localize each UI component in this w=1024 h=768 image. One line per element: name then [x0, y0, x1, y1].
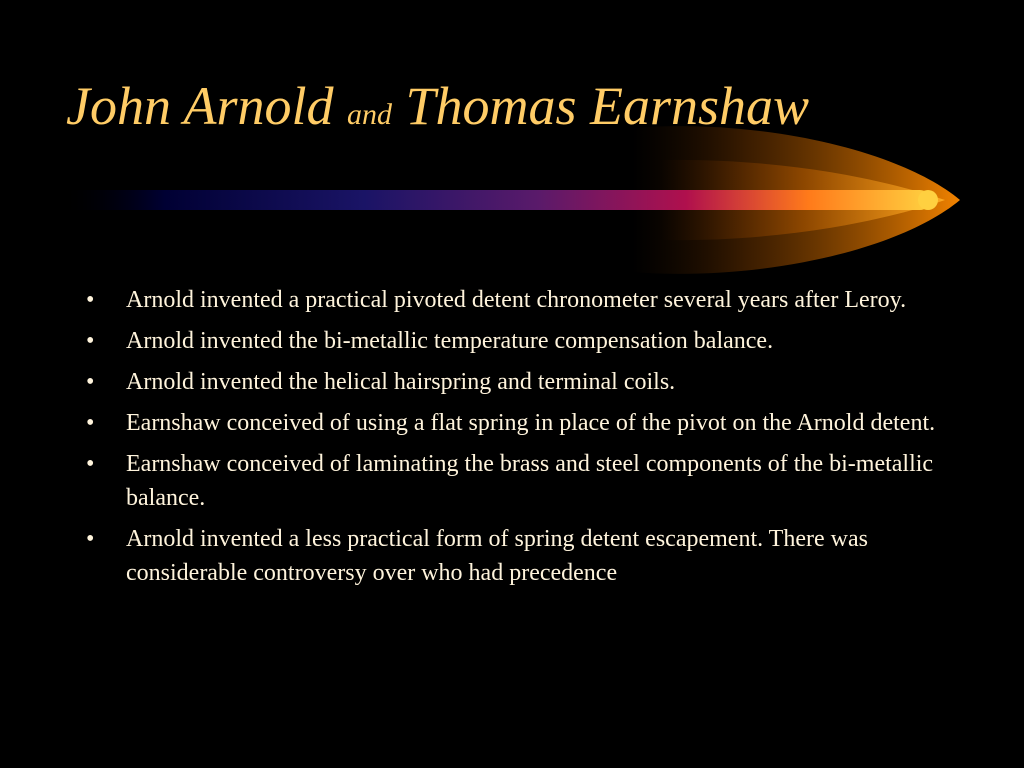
bullet-item — [86, 522, 936, 590]
bullet-text: Arnold invented a practical pivoted detent chronometer several years after Leroy. — [126, 287, 907, 313]
bullet-item — [86, 365, 936, 399]
title-part-earnshaw: Thomas Earnshaw — [405, 76, 810, 136]
bullet-dot: • — [86, 526, 95, 552]
bullet-dot: • — [86, 287, 95, 313]
comet-streak-decoration — [0, 0, 1024, 300]
bullet-dot: • — [86, 451, 95, 477]
slide-title — [66, 74, 809, 147]
bullet-dot: • — [86, 410, 95, 436]
title-connector: and — [347, 98, 392, 131]
bullet-item — [86, 406, 936, 440]
bullet-text: Earnshaw conceived of laminating the brass and steel components of the bi-metallic balance. — [126, 451, 934, 511]
bullet-item — [86, 447, 936, 515]
bullet-dot: • — [86, 328, 95, 354]
bullet-list — [86, 283, 936, 597]
streak-band — [60, 190, 930, 210]
bullet-item — [86, 324, 936, 358]
bullet-text: Arnold invented the helical hairspring and terminal coils. — [126, 369, 676, 395]
streak-tip — [918, 190, 938, 210]
bullet-item — [86, 283, 936, 317]
bullet-text: Arnold invented a less practical form of spring detent escapement. There was considerable controversy over who had precedence — [126, 526, 868, 586]
title-part-arnold: John Arnold — [66, 76, 334, 136]
bullet-text: Arnold invented the bi-metallic temperature compensation balance. — [126, 328, 774, 354]
bullet-dot: • — [86, 369, 95, 395]
bullet-text: Earnshaw conceived of using a flat spring in place of the pivot on the Arnold detent. — [126, 410, 936, 436]
